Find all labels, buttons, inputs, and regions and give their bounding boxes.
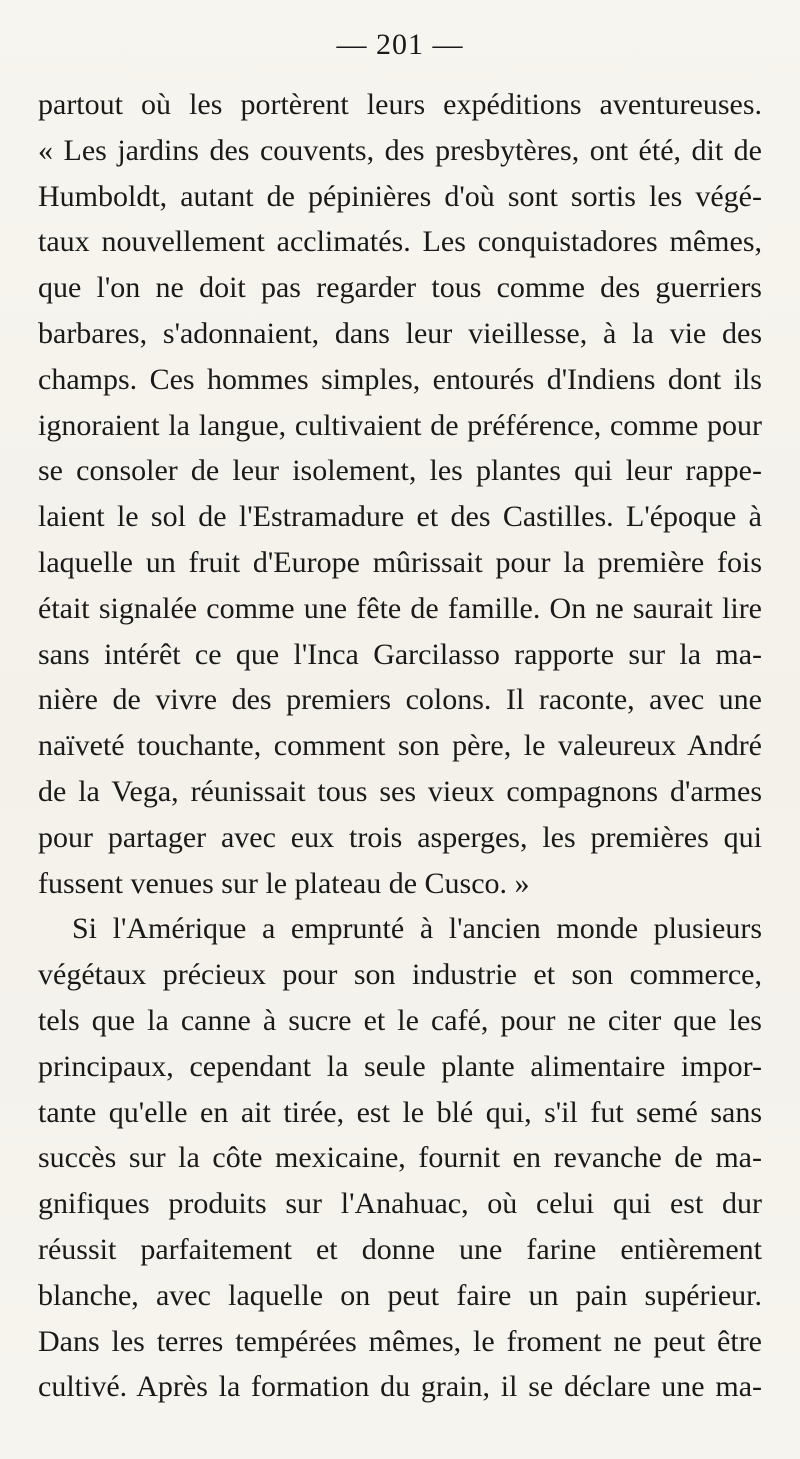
line-text: laient le sol de l'Estramadure et des Castilles. L'époque à — [38, 500, 762, 534]
line-text: partout où les portèrent leurs expéditions aventureuses. — [38, 88, 762, 121]
text-line-27 — [38, 1273, 762, 1319]
line-text: cultivé. Après la formation du grain, il se déclare une ma- — [38, 1370, 762, 1404]
text-line-7 — [38, 357, 762, 403]
line-text: Si l'Amérique a emprunté à l'ancien monde plusieurs — [72, 912, 762, 946]
text-line-20 — [38, 952, 762, 998]
text-line-28 — [38, 1319, 762, 1365]
line-text: pour partager avec eux trois asperges, les premières qui — [38, 820, 762, 854]
line-text: succès sur la côte mexicaine, fournit en revanche de ma- — [38, 1141, 762, 1175]
text-line-16 — [38, 769, 762, 815]
line-text: naïveté touchante, comment son père, le valeureux André — [38, 729, 762, 763]
text-line-23 — [38, 1090, 762, 1136]
line-text: taux nouvellement acclimatés. Les conquistadores mêmes, — [38, 225, 762, 259]
text-line-24 — [38, 1135, 762, 1181]
text-line-13 — [38, 632, 762, 678]
line-text: tels que la canne à sucre et le café, pour ne citer que les — [38, 1003, 762, 1037]
line-text: Dans les terres tempérées mêmes, le froment ne peut être — [38, 1324, 762, 1358]
text-line-14 — [38, 677, 762, 723]
text-line-4 — [38, 219, 762, 265]
text-line-10 — [38, 494, 762, 540]
text-line-1 — [38, 82, 762, 128]
line-text: « Les jardins des couvents, des presbytères, ont été, dit de — [38, 133, 762, 167]
line-text: ignoraient la langue, cultivaient de préférence, comme pour — [38, 408, 762, 442]
line-text: était signalée comme une fête de famille. On ne saurait lire — [38, 591, 762, 625]
text-line-8 — [38, 403, 762, 449]
text-line-25 — [38, 1181, 762, 1227]
line-text: de la Vega, réunissait tous ses vieux compagnons d'armes — [38, 774, 762, 808]
line-text: blanche, avec laquelle on peut faire un pain supérieur. — [38, 1278, 762, 1312]
text-line-6 — [38, 311, 762, 357]
line-text: réussit parfaitement et donne une farine entièrement — [38, 1232, 762, 1266]
line-text: laquelle un fruit d'Europe mûrissait pour la première fois — [38, 545, 762, 579]
text-line-5 — [38, 265, 762, 311]
body-text — [38, 82, 762, 1410]
line-text: que l'on ne doit pas regarder tous comme des guerriers — [38, 271, 762, 305]
line-text: gnifiques produits sur l'Anahuac, où celui qui est dur — [38, 1187, 762, 1221]
text-line-15 — [38, 723, 762, 769]
text-line-18 — [38, 861, 762, 907]
line-text: nière de vivre des premiers colons. Il raconte, avec une — [38, 683, 762, 717]
line-text: champs. Ces hommes simples, entourés d'Indiens dont ils — [38, 362, 762, 396]
line-text: fussent venues sur le plateau de Cusco. » — [38, 866, 530, 900]
line-text: Humboldt, autant de pépinières d'où sont sortis les végé- — [38, 179, 762, 213]
text-line-9 — [38, 448, 762, 494]
text-line-21 — [38, 998, 762, 1044]
line-text: tante qu'elle en ait tirée, est le blé qui, s'il fut semé sans — [38, 1095, 762, 1129]
text-line-19 — [38, 906, 762, 952]
text-line-17 — [38, 815, 762, 861]
line-text: végétaux précieux pour son industrie et son commerce, — [38, 958, 762, 992]
text-line-22 — [38, 1044, 762, 1090]
text-line-12 — [38, 586, 762, 632]
text-line-29 — [38, 1364, 762, 1410]
text-line-11 — [38, 540, 762, 586]
line-text: sans intérêt ce que l'Inca Garcilasso rapporte sur la ma- — [38, 637, 762, 671]
text-line-3 — [38, 174, 762, 220]
page-number: — 201 — — [336, 28, 464, 61]
text-line-2 — [38, 128, 762, 174]
line-text: barbares, s'adonnaient, dans leur vieillesse, à la vie des — [38, 316, 762, 350]
line-text: se consoler de leur isolement, les plantes qui leur rappe- — [38, 454, 762, 488]
text-line-26 — [38, 1227, 762, 1273]
line-text: principaux, cependant la seule plante alimentaire impor- — [38, 1049, 762, 1083]
